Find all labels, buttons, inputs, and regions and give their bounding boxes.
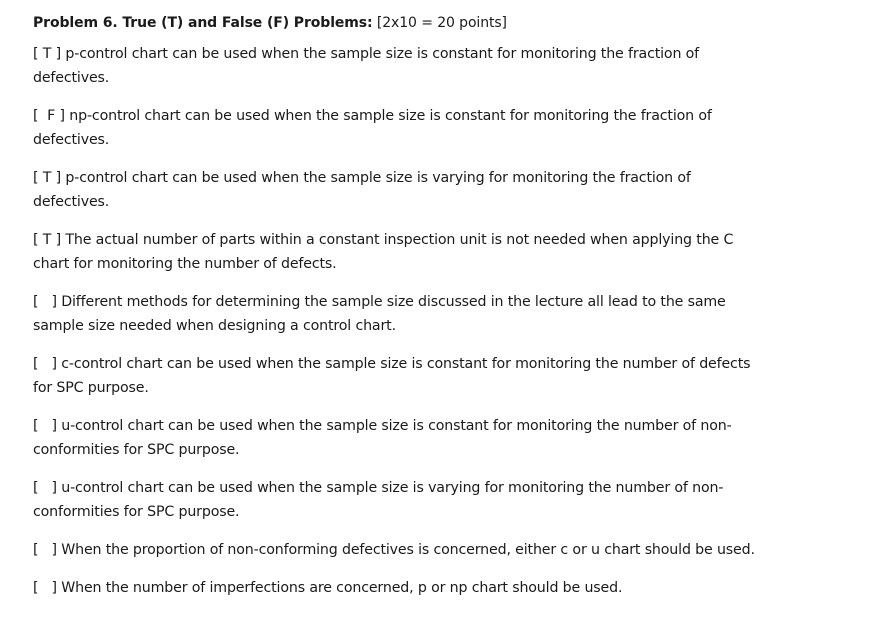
statement-line-1: p-control chart can be used when the sample size is varying for monitoring the fraction of [65, 170, 691, 186]
tf-item-6 [33, 352, 853, 400]
statement-line-2: conformities for SPC purpose. [33, 442, 240, 458]
statement-line-1: p-control chart can be used when the sample size is constant for monitoring the fraction of [65, 46, 700, 62]
answer-mark: [ ] [33, 580, 57, 596]
problem-document [33, 13, 853, 614]
statement-line-1: u-control chart can be used when the sample size is constant for monitoring the number of non- [61, 418, 732, 434]
statement-line-2: sample size needed when designing a control chart. [33, 318, 396, 334]
answer-mark: [ ] [33, 356, 57, 372]
tf-item-8 [33, 476, 853, 524]
tf-item-2 [33, 104, 853, 152]
tf-item-5 [33, 290, 853, 338]
statement-line-2: defectives. [33, 194, 110, 210]
answer-mark: [ ] [33, 480, 57, 496]
statement-line-1: np-control chart can be used when the sample size is constant for monitoring the fraction of [69, 108, 712, 124]
statement-line-1: When the proportion of non-conforming defectives is concerned, either c or u chart should be used. [61, 542, 755, 558]
answer-mark: [ T ] [33, 46, 62, 62]
answer-mark: [ F ] [33, 108, 65, 124]
tf-item-7 [33, 414, 853, 462]
statement-line-1: Different methods for determining the sample size discussed in the lecture all lead to the same [61, 294, 726, 310]
statement-line-2: conformities for SPC purpose. [33, 504, 240, 520]
problem-heading [33, 13, 853, 33]
tf-item-9 [33, 538, 853, 562]
answer-mark: [ ] [33, 418, 57, 434]
problem-title: Problem 6. True (T) and False (F) Problems: [33, 15, 373, 31]
tf-item-3 [33, 166, 853, 214]
statement-line-2: defectives. [33, 132, 110, 148]
answer-mark: [ T ] [33, 232, 62, 248]
statement-line-1: When the number of imperfections are concerned, p or np chart should be used. [61, 580, 623, 596]
statement-line-2: chart for monitoring the number of defects. [33, 256, 337, 272]
problem-points: [2x10 = 20 points] [376, 15, 507, 31]
statement-line-1: u-control chart can be used when the sample size is varying for monitoring the number of non- [61, 480, 724, 496]
statement-line-2: defectives. [33, 70, 110, 86]
tf-item-10 [33, 576, 853, 600]
statement-line-1: The actual number of parts within a constant inspection unit is not needed when applying the C [65, 232, 734, 248]
tf-item-1 [33, 42, 853, 90]
answer-mark: [ T ] [33, 170, 62, 186]
answer-mark: [ ] [33, 294, 57, 310]
tf-item-4 [33, 228, 853, 276]
answer-mark: [ ] [33, 542, 57, 558]
statement-line-2: for SPC purpose. [33, 380, 149, 396]
statement-line-1: c-control chart can be used when the sample size is constant for monitoring the number of defects [61, 356, 751, 372]
